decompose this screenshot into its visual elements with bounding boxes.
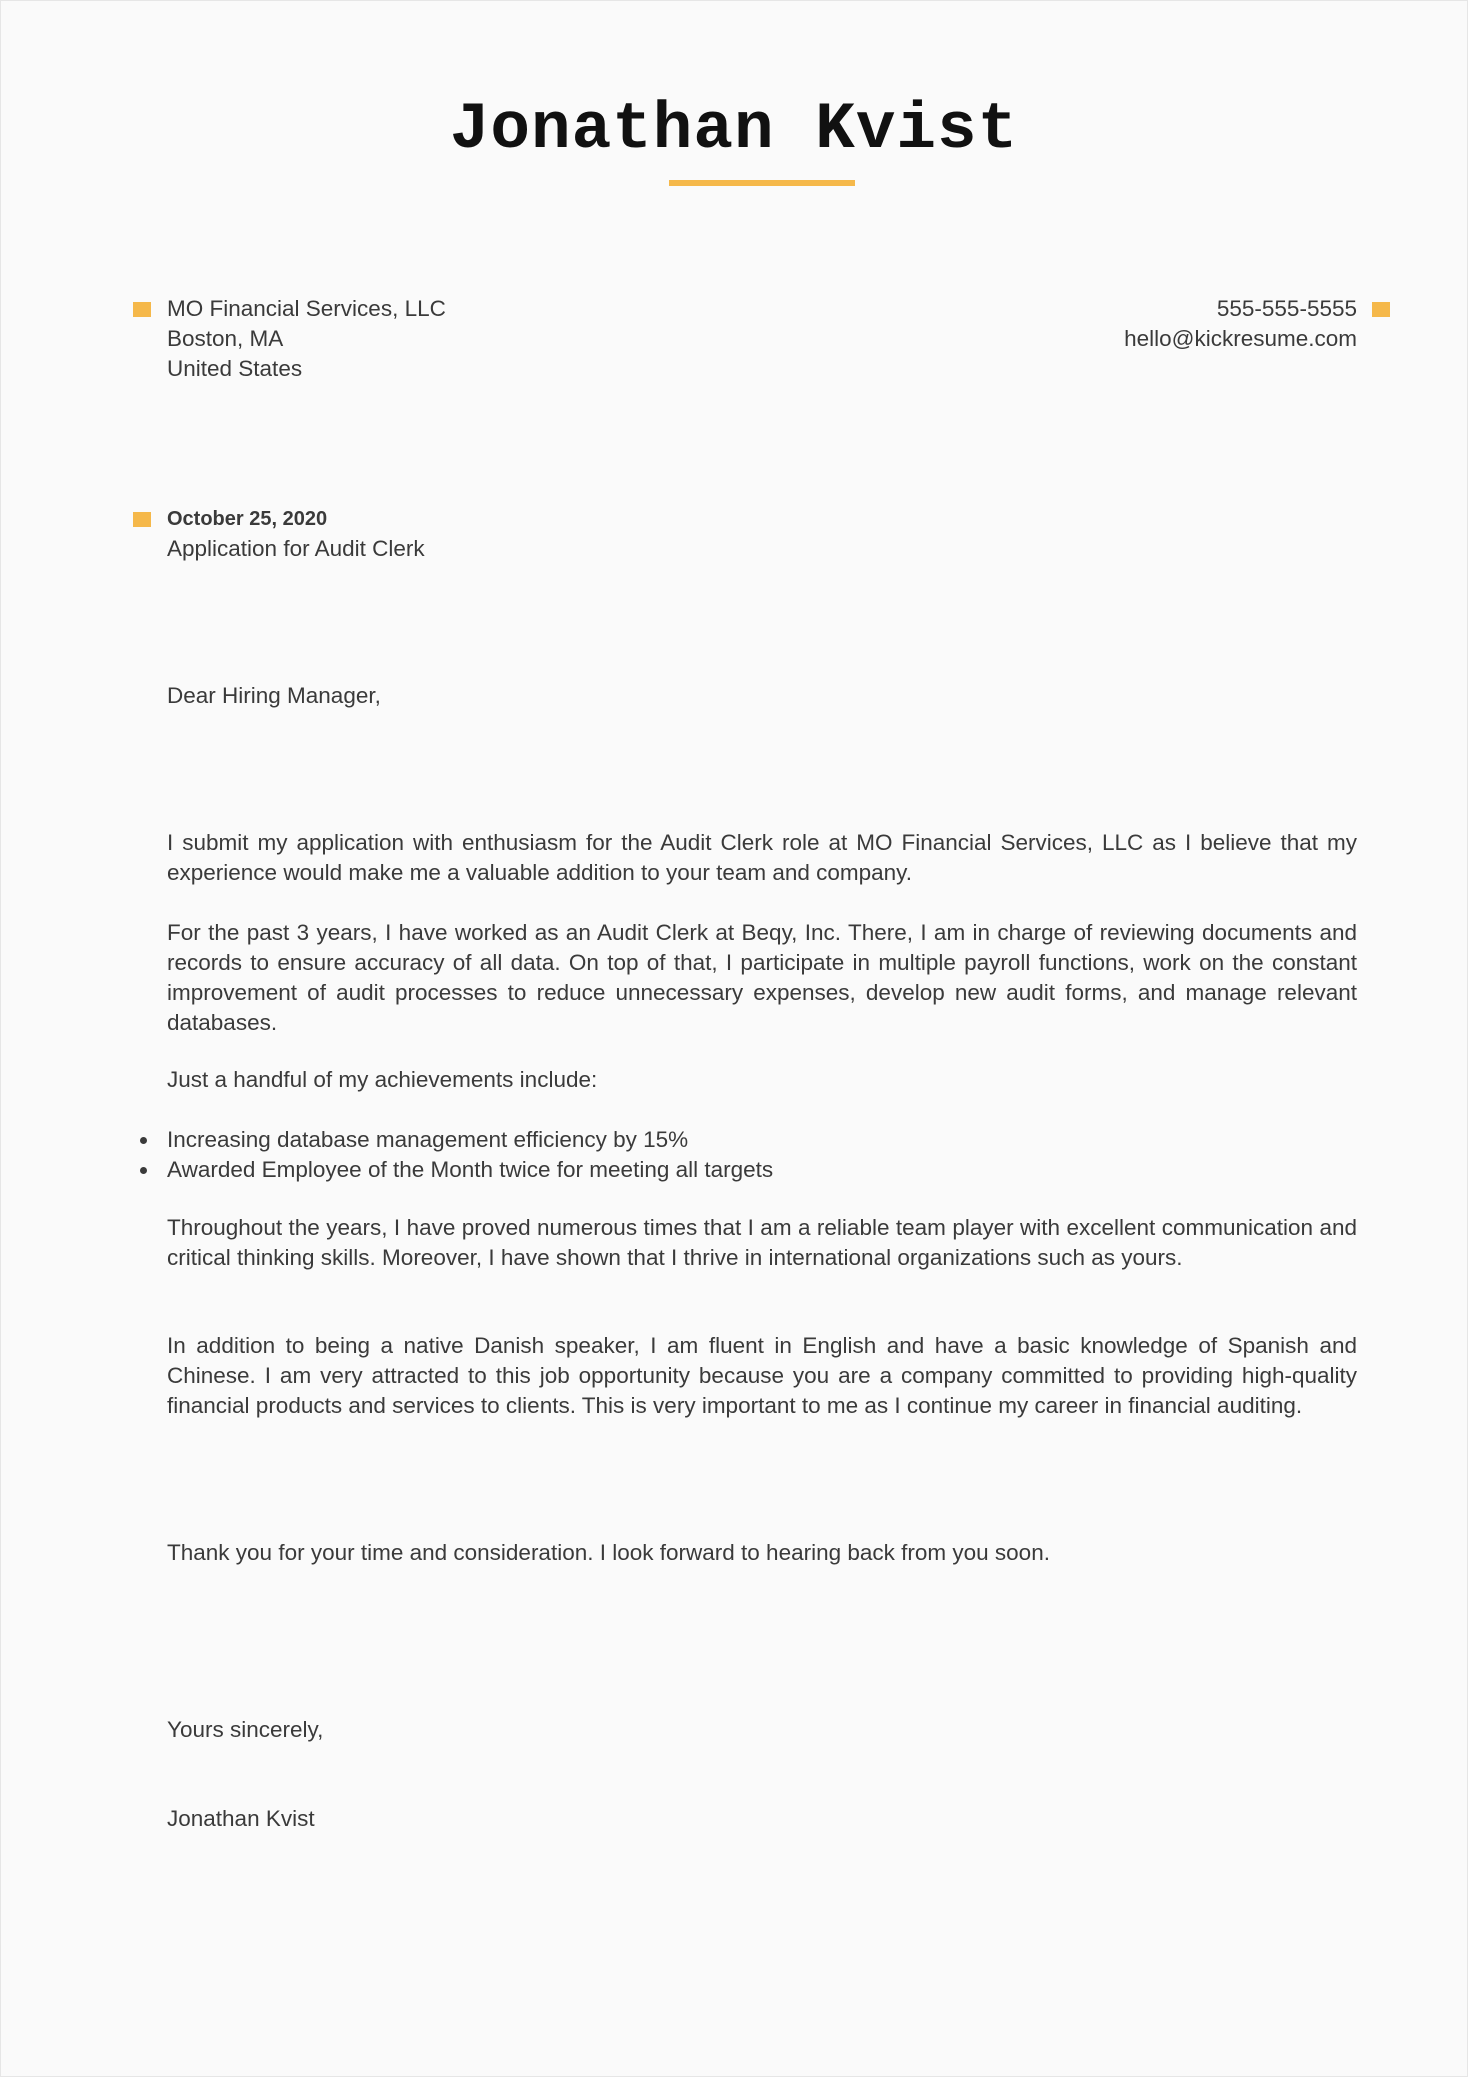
name-underline (669, 180, 855, 186)
recipient-block (167, 294, 446, 384)
letter-date: October 25, 2020 (167, 508, 328, 530)
achievement-text: Increasing database management efficiency by 15% (167, 1127, 689, 1152)
paragraph-intro: I submit my application with enthusiasm for the Audit Clerk role at MO Financial Services, LLC as I believe that my experience would make me a valuable addition to your team and company. (167, 830, 1357, 885)
meta-block (167, 504, 425, 564)
list-item (167, 1155, 1357, 1185)
list-item (167, 1125, 1357, 1155)
contact-email[interactable]: hello@kickresume.com (1124, 326, 1357, 351)
achievement-text: Awarded Employee of the Month twice for meeting all targets (167, 1157, 774, 1182)
signature: Jonathan Kvist (167, 1806, 315, 1831)
signoff: Yours sincerely, (167, 1717, 324, 1742)
recipient-city: Boston, MA (167, 326, 284, 351)
recipient-country: United States (167, 356, 303, 381)
recipient-marker-icon (133, 302, 151, 317)
bullet-icon (140, 1137, 147, 1144)
date-marker-icon (133, 512, 151, 527)
contact-block (1124, 294, 1357, 354)
paragraph-experience: For the past 3 years, I have worked as an Audit Clerk at Beqy, Inc. There, I am in charge of reviewing documents and records to ensure accuracy of all data. On top of that, I participate in multiple payroll functions, work on the constant improvement of audit processes to reduce unnecessary expenses, develop new audit forms, and manage relevant databases. (167, 920, 1357, 1035)
paragraph-languages: In addition to being a native Danish speaker, I am fluent in English and have a basic knowledge of Spanish and Chinese. I am very attracted to this job opportunity because you are a company committed to providing high-quality financial products and services to clients. This is very important to me as I continue my career in financial auditing. (167, 1333, 1357, 1418)
closing-line: Thank you for your time and consideration. I look forward to hearing back from you soon. (167, 1540, 1050, 1565)
applicant-name: Jonathan Kvist (449, 92, 1019, 167)
paragraph-achievements-intro: Just a handful of my achievements include: (167, 1067, 598, 1092)
letter-subject: Application for Audit Clerk (167, 536, 425, 561)
bullet-icon (140, 1167, 147, 1174)
paragraph-skills: Throughout the years, I have proved numerous times that I am a reliable team player with excellent communication and critical thinking skills. Moreover, I have shown that I thrive in international organizations such as yours. (167, 1215, 1357, 1270)
contact-phone[interactable]: 555-555-5555 (1216, 296, 1357, 321)
recipient-company: MO Financial Services, LLC (167, 296, 446, 321)
achievements-list (167, 1125, 1357, 1185)
contact-marker-icon (1372, 302, 1390, 317)
greeting: Dear Hiring Manager, (167, 683, 381, 708)
